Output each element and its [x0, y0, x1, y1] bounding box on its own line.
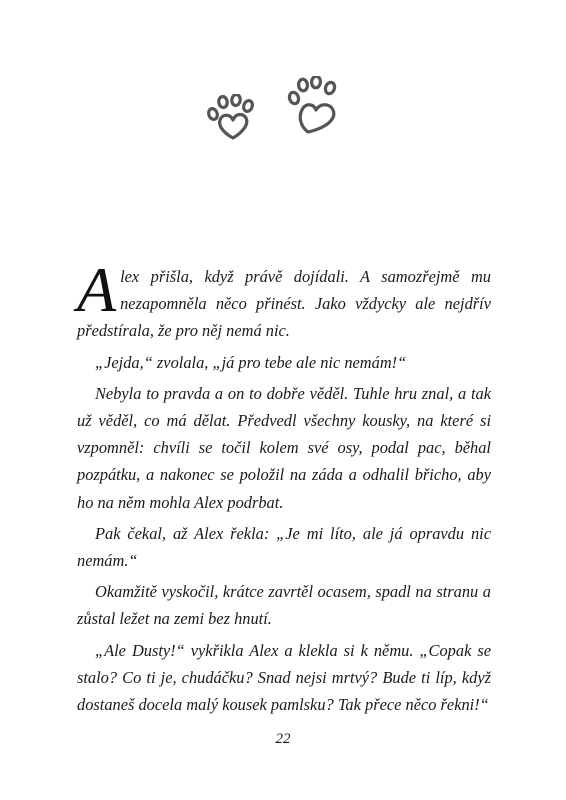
- paw-print-icon: [206, 94, 260, 142]
- paragraph: „Ale Dusty!“ vykřikla Alex a klekla si k němu. „Copak se stalo? Co ti je, chudáčku? Snad nejsi mrtvý? Bude ti líp, když dostaneš docela malý kousek pamlsku? Tak přece něco řekni!“: [77, 640, 491, 715]
- paragraph: Pak čekal, až Alex řekla: „Je mi líto, ale já opravdu nic nemám.“: [77, 523, 491, 571]
- story-text: [77, 254, 491, 722]
- paragraph: Okamžitě vyskočil, krátce zavrtěl ocasem, spadl na stranu a zůstal ležet na zemi bez hnutí.: [77, 582, 491, 629]
- paw-print-icon: [286, 76, 344, 136]
- drop-cap: A: [77, 254, 117, 325]
- paragraph: [77, 254, 491, 345]
- paw-prints-decoration: [0, 0, 566, 160]
- page-number: 22: [275, 731, 291, 747]
- paragraph: „Jejda,“ zvolala, „já pro tebe ale nic nemám!“: [95, 352, 407, 372]
- paragraph: Nebyla to pravda a on to dobře věděl. Tuhle hru znal, a tak už věděl, co má dělat. Předvedl všechny kousky, na které si vzpomněl: chvíli se točil kolem své osy, podal pac, běhal pozpátku, a nakonec se položil na záda a odhalil břicho, aby ho na něm mohla Alex podrbat.: [77, 383, 491, 512]
- paragraph-text: lex přišla, když právě dojídali. A samozřejmě mu nezapomněla něco přinést. Jako vždycky ale nejdřív předstírala, že pro něj nemá nic.: [77, 267, 491, 341]
